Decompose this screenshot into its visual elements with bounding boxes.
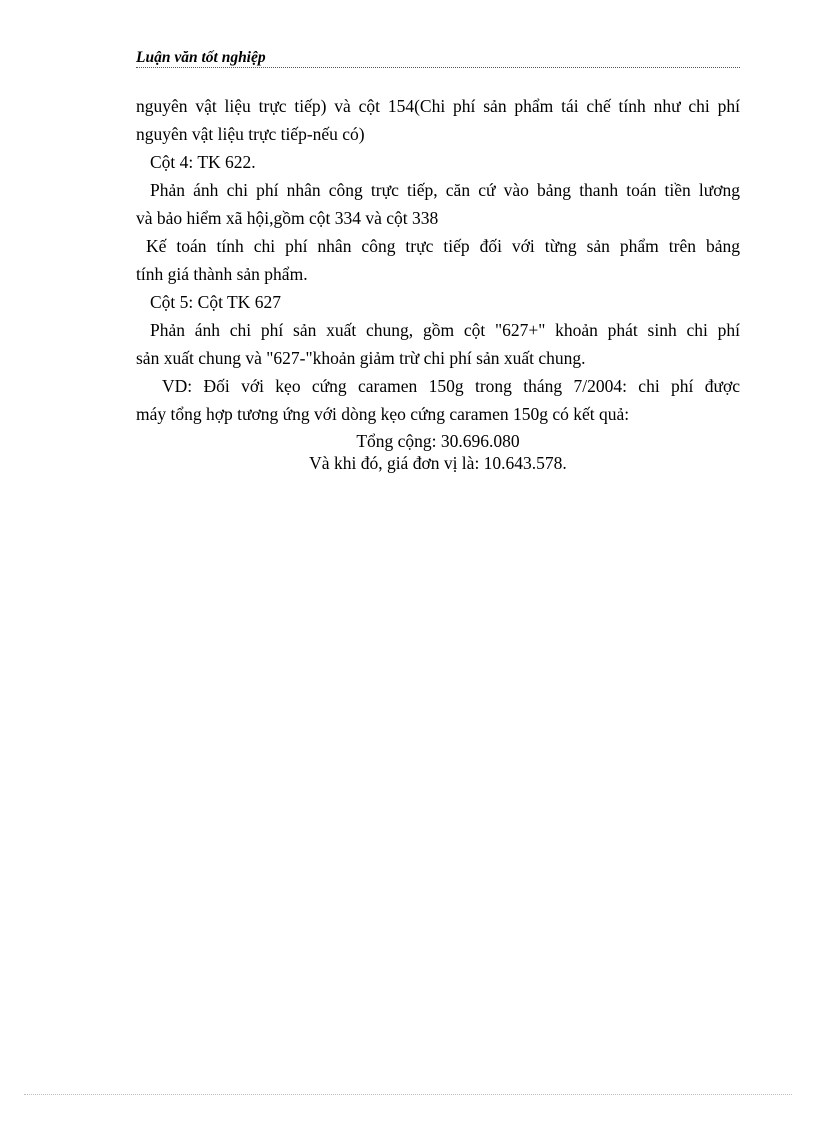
body-text xyxy=(136,92,740,428)
paragraph-line: Cột 5: Cột TK 627 xyxy=(150,292,281,312)
page-header xyxy=(136,48,740,70)
paragraph-line: sản xuất chung và "627-"khoản giảm trừ chi phí sản xuất chung. xyxy=(136,348,586,368)
paragraph-line: và bảo hiểm xã hội,gồm cột 334 và cột 338 xyxy=(136,208,439,228)
total-line: Tổng cộng: 30.696.080 xyxy=(356,431,520,451)
paragraph-line: máy tổng hợp tương ứng với dòng kẹo cứng caramen 150g có kết quả: xyxy=(136,404,630,424)
paragraph-line: VD: Đối với kẹo cứng caramen 150g trong tháng 7/2004: chi phí được xyxy=(162,376,740,396)
footer-dotted-rule xyxy=(24,1094,792,1095)
paragraph-line: nguyên vật liệu trực tiếp-nếu có) xyxy=(136,124,365,144)
paragraph-line: Phản ánh chi phí nhân công trực tiếp, căn cứ vào bảng thanh toán tiền lương xyxy=(150,180,740,200)
paragraph-line: Kế toán tính chi phí nhân công trực tiếp đối với từng sản phẩm trên bảng xyxy=(146,236,740,256)
paragraph-line: tính giá thành sản phẩm. xyxy=(136,264,308,284)
header-title: Luận văn tốt nghiệp xyxy=(136,49,266,66)
paragraph-line: nguyên vật liệu trực tiếp) và cột 154(Chi phí sản phẩm tái chế tính như chi phí xyxy=(136,96,740,116)
paragraph-line: Cột 4: TK 622. xyxy=(150,152,256,172)
unit-price-line: Và khi đó, giá đơn vị là: 10.643.578. xyxy=(309,453,567,473)
result-block xyxy=(136,430,740,474)
header-dotted-rule xyxy=(136,67,740,68)
paragraph-line: Phản ánh chi phí sản xuất chung, gồm cột "627+" khoản phát sinh chi phí xyxy=(150,320,740,340)
